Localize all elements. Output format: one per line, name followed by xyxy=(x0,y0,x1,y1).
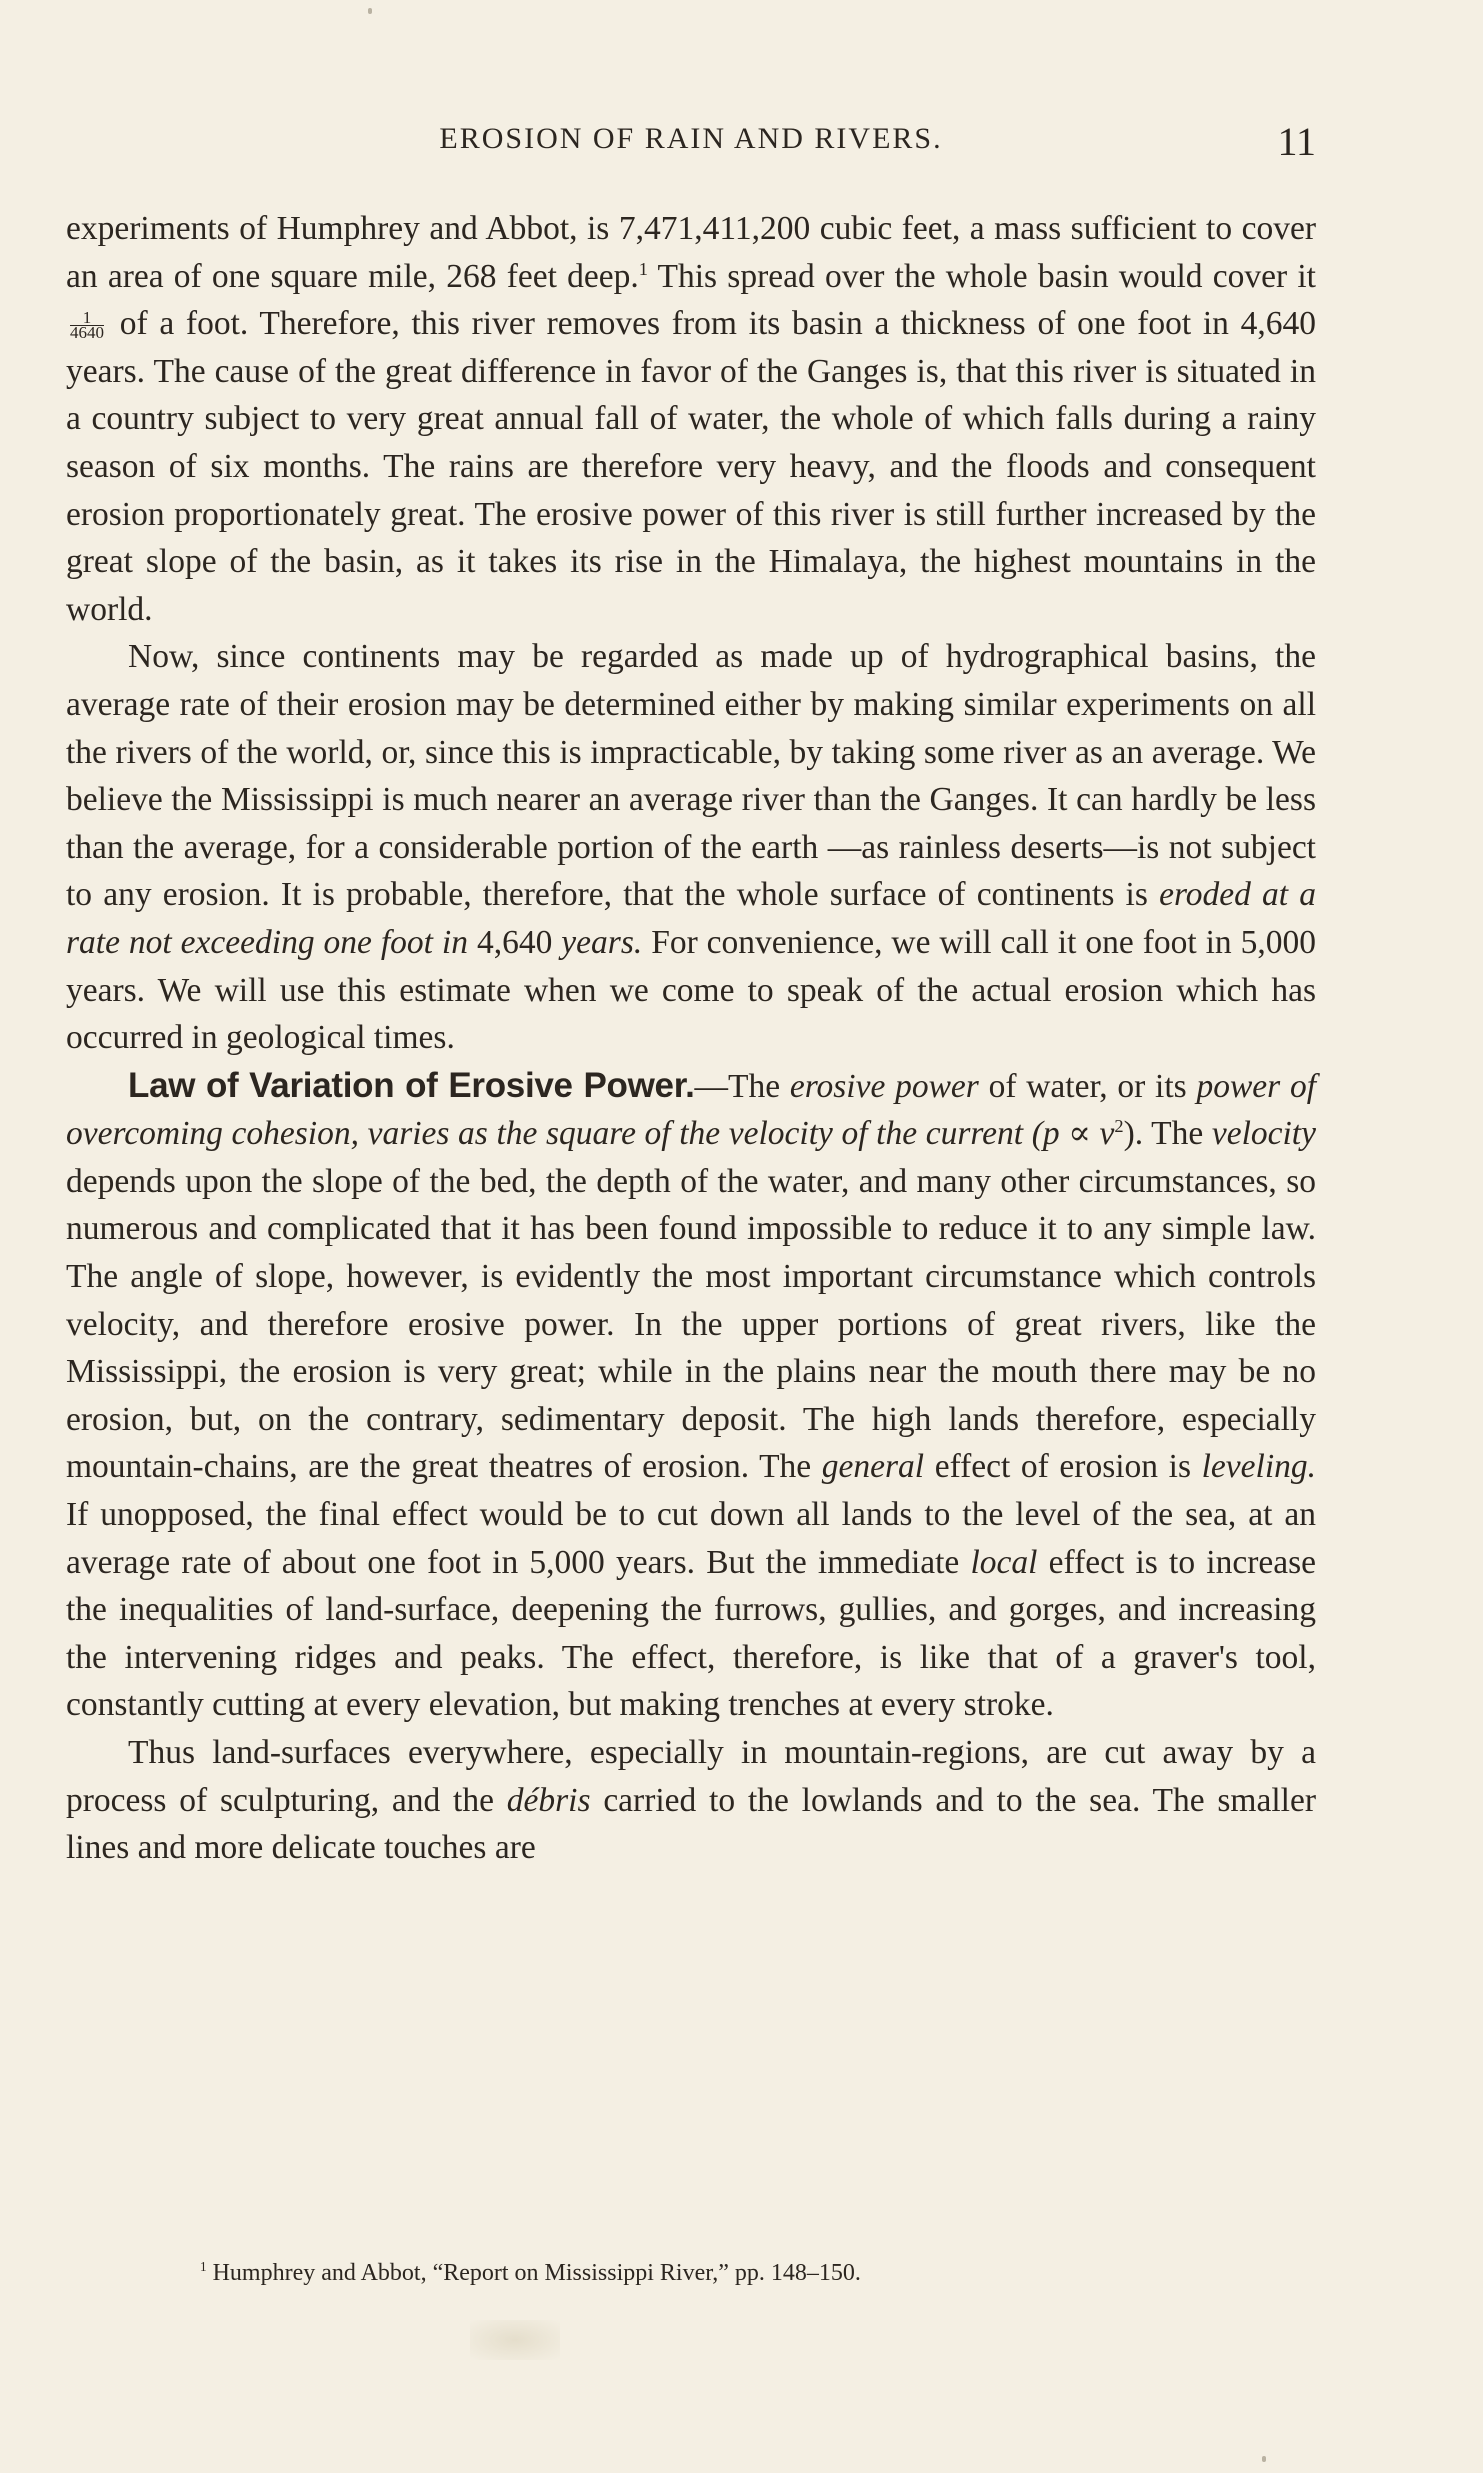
text-run: of water, or its xyxy=(978,1067,1197,1105)
text-run: For convenience, we will call it one foot in 5,000 years. We will use this estimate when we come to speak of the actual erosion which has occurred in geological times. xyxy=(66,923,1317,1057)
fraction-denominator: 4640 xyxy=(70,323,104,343)
italic-run: general xyxy=(821,1448,925,1486)
italic-run: erosive power xyxy=(789,1067,979,1105)
footnote-text: Humphrey and Abbot, “Report on Mississippi River,” pp. 148–150. xyxy=(206,2260,861,2286)
page-number: 11 xyxy=(1277,119,1316,164)
italic-run: velocity xyxy=(1211,1115,1316,1153)
text-run: depends upon the slope of the bed, the depth of the water, and many other circumstances, so numerous and complicated that it has been found impossible to reduce it to any simple law. The angle of slope, however, is evidently the most important circumstance which controls velocity, and therefore erosive power. In the upper portions of great rivers, like the Mississippi, the erosion is very great; while in the plains near the mouth there may be no erosion, but, on the contrary, sedimentary deposit. The high lands therefore, especially mountain-chains, are the great theatres of erosion. The xyxy=(66,1162,1316,1486)
formula: (p ∝ v xyxy=(1023,1115,1115,1153)
body-text xyxy=(66,205,1316,1872)
print-speck xyxy=(1262,2456,1266,2462)
text-run: Thus land-surfaces everywhere, especially in mountain-regions, are cut away by a process of sculpturing, and the xyxy=(66,1734,1316,1819)
page-header xyxy=(66,118,1316,178)
text-run: 4,640 xyxy=(468,923,562,961)
italic-run: leveling. xyxy=(1201,1448,1316,1486)
footnote-ref: 1 xyxy=(638,258,648,279)
text-run: experiments of Humphrey and Abbot, is 7,471,411,200 cubic feet, a mass sufficient to cover an area of one square mile, 268 feet deep. xyxy=(66,210,1316,295)
text-run: effect of erosion is xyxy=(924,1448,1202,1486)
paragraph xyxy=(66,1062,1316,1729)
fraction xyxy=(70,308,104,343)
paragraph xyxy=(66,205,1316,633)
text-run: The xyxy=(1151,1115,1212,1153)
formula-exponent: 2 xyxy=(1114,1116,1124,1137)
text-run: —The xyxy=(694,1067,790,1105)
text-run: of a foot. Therefore, this river removes from its basin a thickness of one foot in 4,640 years. The cause of the great difference in favor of the Ganges is, that this river is situated in a country subject to very great annual fall of water, the whole of which falls during a rainy season of six months. The rains are therefore very heavy, and the floods and consequent erosion proportionately great. The erosive power of this river is still further increased by the great slope of the basin, as it takes its rise in the Himalaya, the highest mountains in the world. xyxy=(66,305,1316,628)
italic-run: eroded at a rate not exceeding one foot in xyxy=(66,876,1316,961)
text-run: This spread over the whole basin would cover it xyxy=(647,257,1316,295)
text-run: Now, since continents may be regarded as made up of hydrographical basins, the average rate of their erosion may be determined either by making similar experiments on all the rivers of the world, or, since this is impracticable, by taking some river as an average. We believe the Mississippi is much nearer an average river than the Ganges. It can hardly be less than the average, for a considerable portion of the earth —as rainless deserts—is not subject to any erosion. It is probable, therefore, that the whole surface of continents is xyxy=(66,638,1316,914)
text-run: If unopposed, the final effect would be to cut down all lands to the level of the sea, at an average rate of about one foot in 5,000 years. But the immediate xyxy=(66,1496,1316,1581)
text-run: carried to the lowlands and to the sea. The smaller lines and more delicate touches are xyxy=(66,1781,1316,1867)
italic-run: local xyxy=(970,1543,1038,1581)
paragraph xyxy=(66,1729,1316,1872)
text-run: effect is to increase the inequalities of land-surface, deepening the furrows, gullies, and gorges, and increasing the intervening ridges and peaks. The effect, therefore, is like that of a graver's tool, constantly cutting at every elevation, but making trenches at every stroke. xyxy=(66,1543,1316,1724)
page-stain xyxy=(470,2320,560,2360)
italic-run: débris xyxy=(506,1781,591,1819)
fraction-numerator: 1 xyxy=(70,311,104,326)
italic-run: years. xyxy=(561,923,643,961)
section-sidehead: Law of Variation of Erosive Power. xyxy=(128,1065,695,1105)
running-head: EROSION OF RAIN AND RIVERS. xyxy=(439,122,943,155)
italic-run: power of overcoming cohesion, varies as the square of the velocity of the current xyxy=(66,1067,1317,1153)
print-speck xyxy=(368,8,372,14)
text-run: ). xyxy=(1123,1115,1152,1153)
footnote xyxy=(200,2260,1320,2287)
footnote-marker: 1 xyxy=(200,2259,207,2274)
paragraph xyxy=(66,633,1316,1061)
